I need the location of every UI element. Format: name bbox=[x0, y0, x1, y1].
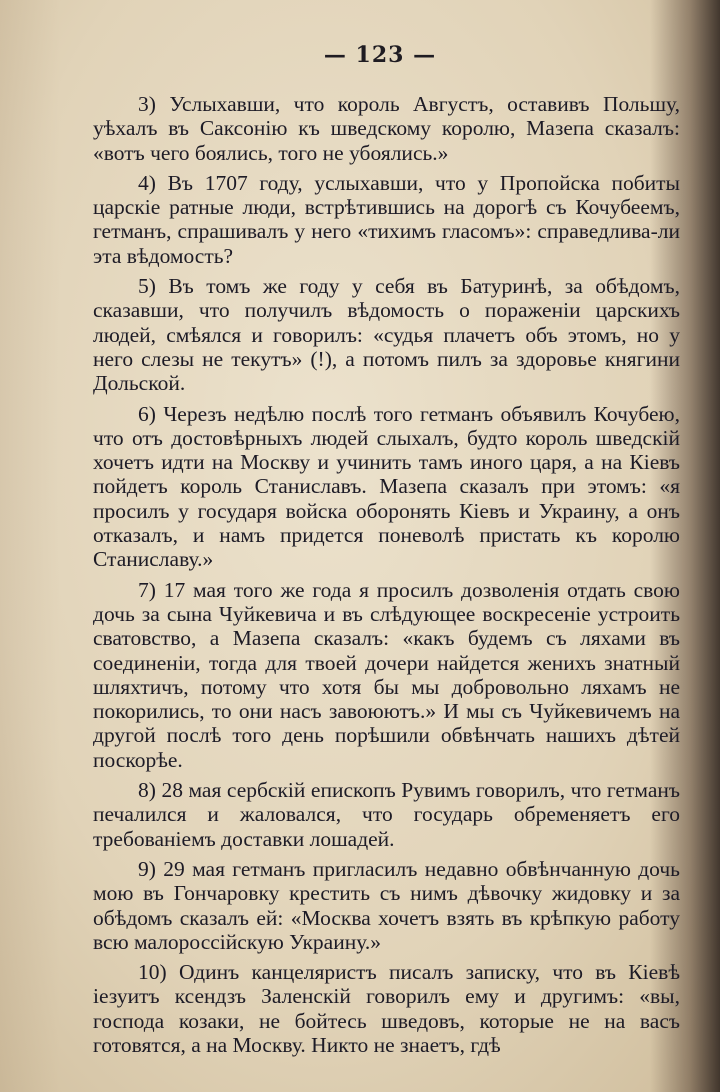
page-number: — 123 — bbox=[323, 42, 437, 68]
paragraph: 5) Въ томъ же году у себя въ Батуринѣ, за обѣдомъ, сказавши, что получилъ вѣдомость о пораженіи царскихъ людей, смѣялся и говорилъ: «судья плачетъ объ этомъ, но у него слезы не текутъ» (!), а потомъ пилъ за здоровье княгини Дольской. bbox=[93, 274, 680, 396]
paragraph: 9) 29 мая гетманъ пригласилъ недавно обвѣнчанную дочь мою въ Гончаровку крестить съ нимъ дѣвочку жидовку и за обѣдомъ сказалъ ей: «Москва хочетъ взять въ крѣпкую работу всю малороссійскую Украину.» bbox=[93, 856, 680, 954]
page-text bbox=[93, 92, 680, 1063]
paragraph: 7) 17 мая того же года я просилъ дозволенія отдать свою дочь за сына Чуйкевича и въ слѣдующее воскресеніе устроить сватовство, а Мазепа сказалъ: «какъ будемъ съ ляхами въ соединеніи, тогда для твоей дочери найдется женихъ знатный шляхтичъ, потому что хотя бы мы добровольно ляхамъ не покорились, то они насъ завоюютъ.» И мы съ Чуйкевичемъ на другой послѣ того день порѣшили обвѣнчать нашихъ дѣтей поскорѣе. bbox=[93, 577, 680, 772]
paragraph: 6) Черезъ недѣлю послѣ того гетманъ объявилъ Кочубею, что отъ достовѣрныхъ людей слыхалъ, будто король шведскій хочетъ идти на Москву и учинить тамъ иного царя, а на Кіевъ пойдетъ король Станиславъ. Мазепа сказалъ при этомъ: «я просилъ у государя войска оборонять Кіевъ и Украину, а онъ отказалъ, и намъ придется поневолѣ пристать къ королю Станиславу.» bbox=[93, 401, 680, 572]
paragraph: 8) 28 мая сербскій епископъ Рувимъ говорилъ, что гетманъ печалился и жаловался, что государь обременяетъ его требованіемъ доставки лошадей. bbox=[93, 778, 680, 851]
paragraph: 10) Одинъ канцеляристъ писалъ записку, что въ Кіевѣ іезуитъ ксендзъ Заленскій говорилъ ему и другимъ: «вы, господа козаки, не бойтесь шведовъ, которые не на васъ готовятся, а на Москву. Никто не знаетъ, гдѣ bbox=[93, 960, 680, 1057]
paragraph: 3) Услыхавши, что король Августъ, оставивъ Польшу, уѣхалъ въ Саксонію къ шведскому королю, Мазепа сказалъ: «вотъ чего боялись, того не убоялись.» bbox=[93, 92, 680, 165]
paragraph: 4) Въ 1707 году, услыхавши, что у Пропойска побиты царскіе ратные люди, встрѣтившись на дорогѣ съ Кочубеемъ, гетманъ, спрашивалъ у него «тихимъ гласомъ»: справедлива-ли эта вѣдомость? bbox=[93, 170, 680, 268]
